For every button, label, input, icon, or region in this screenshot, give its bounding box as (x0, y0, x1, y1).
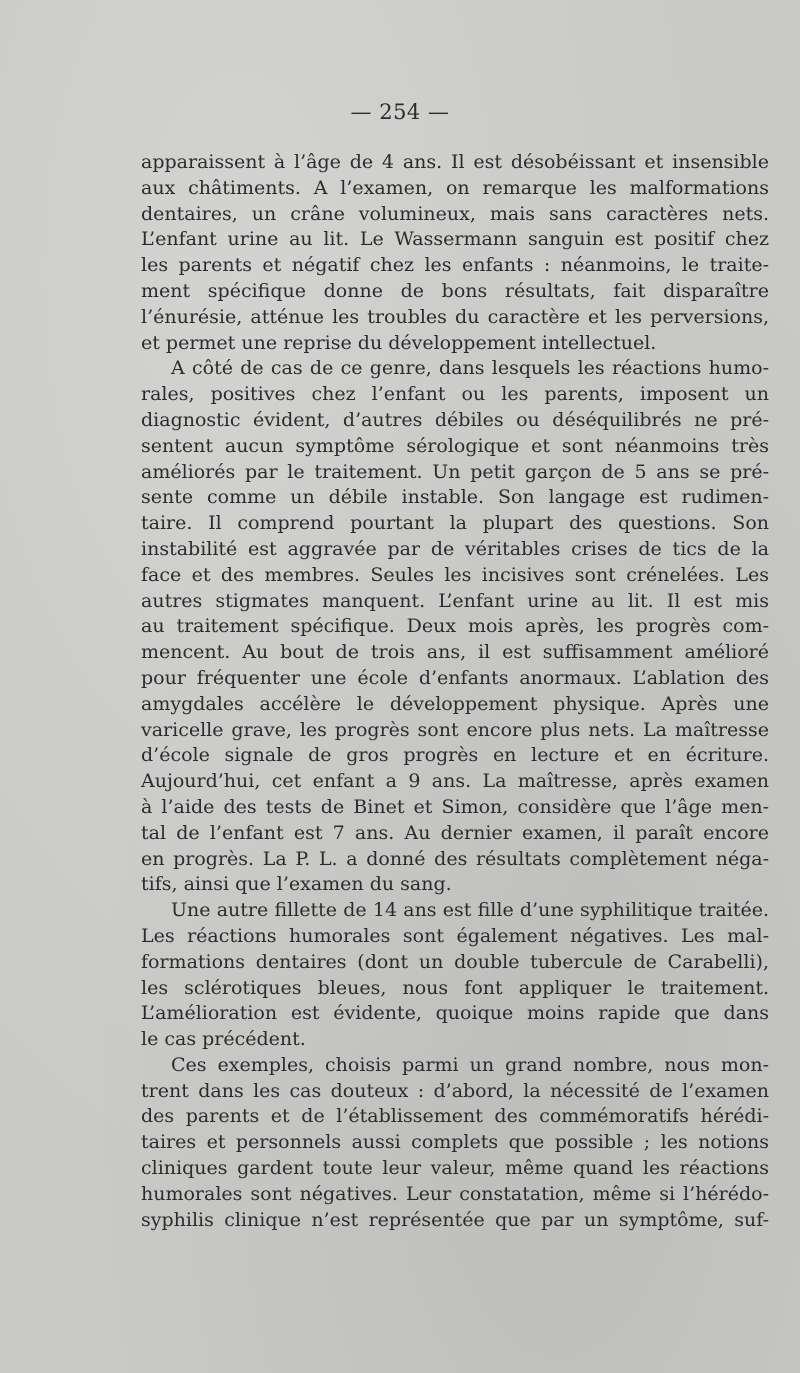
text-line: pour fréquenter une école d’enfants anormaux. L’ablation des (141, 666, 769, 689)
text-line: autres stigmates manquent. L’enfant urine au lit. Il est mis (141, 589, 769, 612)
text-line: mencent. Au bout de trois ans, il est suffisamment amélioré (141, 641, 769, 664)
text-line: varicelle grave, les progrès sont encore plus nets. La maîtresse (141, 718, 769, 741)
text-line: en progrès. La P. L. a donné des résultats complètement néga- (141, 847, 769, 870)
text-line: les sclérotiques bleues, nous font appliquer le traitement. (141, 976, 769, 999)
paragraph (141, 898, 769, 1053)
text-line: syphilis clinique n’est représentée que par un symptôme, suf- (141, 1208, 769, 1231)
text-line: sentent aucun symptôme sérologique et sont néanmoins très (141, 434, 769, 457)
text-line: taire. Il comprend pourtant la plupart des questions. Son (141, 512, 769, 535)
text-line: Ces exemples, choisis parmi un grand nombre, nous mon- (171, 1053, 769, 1076)
paragraph (141, 150, 769, 356)
paragraph (141, 356, 769, 898)
text-line: améliorés par le traitement. Un petit garçon de 5 ans se pré- (141, 460, 769, 483)
text-line: dentaires, un crâne volumineux, mais sans caractères nets. (141, 202, 769, 225)
text-line: L’enfant urine au lit. Le Wassermann sanguin est positif chez (141, 228, 769, 251)
text-line: à l’aide des tests de Binet et Simon, considère que l’âge men- (141, 795, 769, 818)
text-line: l’énurésie, atténue les troubles du caractère et les perversions, (141, 305, 769, 328)
page-number: — 254 — (350, 100, 450, 124)
text-line: rales, positives chez l’enfant ou les parents, imposent un (141, 383, 769, 406)
text-line: tifs, ainsi que l’examen du sang. (141, 873, 452, 896)
text-line: formations dentaires (dont un double tubercule de Carabelli), (141, 950, 769, 973)
text-line: amygdales accélère le développement physique. Après une (141, 692, 769, 715)
text-line: Les réactions humorales sont également négatives. Les mal- (141, 924, 769, 947)
text-line: trent dans les cas douteux : d’abord, la nécessité de l’examen (141, 1079, 769, 1102)
text-line: humorales sont négatives. Leur constatation, même si l’hérédo- (141, 1182, 769, 1205)
text-line: aux châtiments. A l’examen, on remarque les malformations (141, 176, 769, 199)
text-line: sente comme un débile instable. Son langage est rudimen- (141, 486, 769, 509)
text-line: au traitement spécifique. Deux mois après, les progrès com- (141, 615, 769, 638)
text-line: taires et personnels aussi complets que possible ; les notions (141, 1131, 769, 1154)
text-line: tal de l’enfant est 7 ans. Au dernier examen, il paraît encore (141, 821, 769, 844)
text-line: cliniques gardent toute leur valeur, même quand les réactions (141, 1157, 769, 1180)
text-line: apparaissent à l’âge de 4 ans. Il est désobéissant et insensible (141, 151, 769, 173)
text-line: Une autre fillette de 14 ans est fille d’une syphilitique traitée. (171, 899, 769, 922)
body-text (141, 150, 769, 1233)
text-line: ment spécifique donne de bons résultats, fait disparaître (141, 279, 769, 302)
text-line: L’amélioration est évidente, quoique moins rapide que dans (141, 1002, 769, 1025)
text-line: A côté de cas de ce genre, dans lesquels les réactions humo- (171, 357, 769, 380)
paragraph (141, 1053, 769, 1234)
text-line: le cas précédent. (141, 1028, 306, 1051)
text-line: d’école signale de gros progrès en lecture et en écriture. (141, 744, 769, 767)
text-line: diagnostic évident, d’autres débiles ou déséquilibrés ne pré- (141, 408, 769, 431)
text-line: Aujourd’hui, cet enfant a 9 ans. La maîtresse, après examen (141, 770, 769, 793)
text-line: les parents et négatif chez les enfants : néanmoins, le traite- (141, 254, 769, 277)
text-line: et permet une reprise du développement intellectuel. (141, 331, 657, 354)
text-line: des parents et de l’établissement des commémoratifs hérédi- (141, 1105, 769, 1128)
text-line: instabilité est aggravée par de véritables crises de tics de la (141, 537, 769, 560)
text-line: face et des membres. Seules les incisives sont crénelées. Les (141, 563, 769, 586)
